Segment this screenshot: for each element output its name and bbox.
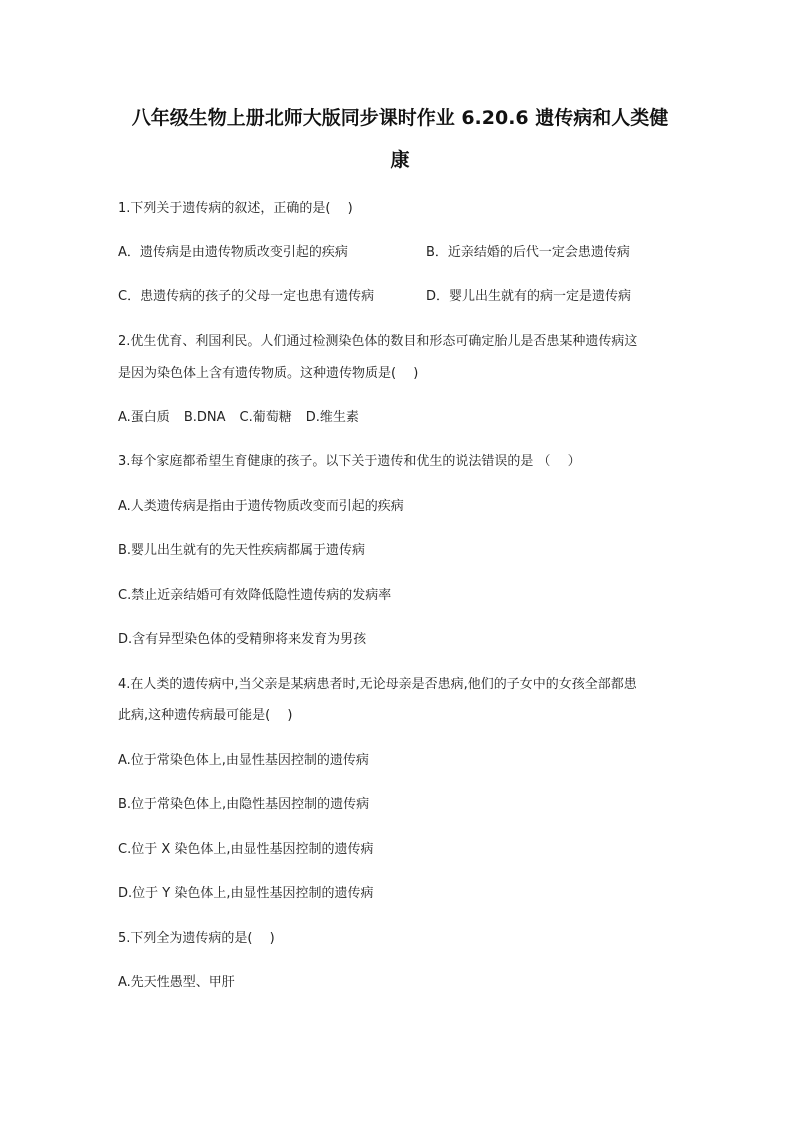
question-1-stem: 1.下列关于遗传病的叙述，正确的是( ) <box>118 201 353 216</box>
question-2-option-b: B.DNA <box>183 410 226 425</box>
question-3-option-c: C.禁止近亲结婚可有效降低隐性遗传病的发病率 <box>118 588 392 603</box>
question-4-option-a: A.位于常染色体上,由显性基因控制的遗传病 <box>118 753 369 768</box>
question-4-option-b: B.位于常染色体上,由隐性基因控制的遗传病 <box>118 797 370 812</box>
question-3-option-b: B.婴儿出生就有的先天性疾病都属于遗传病 <box>118 543 366 558</box>
question-1-option-a: A．遗传病是由遗传物质改变引起的疾病 <box>118 245 348 260</box>
document-title-line-1: 八年级生物上册北师大版同步课时作业 6.20.6 遗传病和人类健 <box>131 107 669 129</box>
question-2-option-d: D.维生素 <box>305 410 359 425</box>
question-2-stem-line-2: 是因为染色体上含有遗传物质。这种遗传物质是( ) <box>118 366 419 381</box>
question-5-stem: 5.下列全为遗传病的是( ) <box>118 931 275 946</box>
question-3-stem: 3.每个家庭都希望生育健康的孩子。以下关于遗传和优生的说法错误的是 （ ） <box>118 454 581 469</box>
question-1-option-c: C．患遗传病的孩子的父母一定也患有遗传病 <box>118 289 375 304</box>
question-5-option-a: A.先天性愚型、甲肝 <box>118 975 235 990</box>
question-3-option-a: A.人类遗传病是指由于遗传物质改变而引起的疾病 <box>118 499 404 514</box>
question-4-option-d: D.位于 Y 染色体上,由显性基因控制的遗传病 <box>118 886 374 901</box>
question-4-stem-line-2: 此病,这种遗传病最可能是( ) <box>118 708 293 723</box>
question-4-stem-line-1: 4.在人类的遗传病中,当父亲是某病患者时,无论母亲是否患病,他们的子女中的女孩全部都患 <box>118 677 637 692</box>
question-1-option-d: D．婴儿出生就有的病一定是遗传病 <box>426 289 632 304</box>
question-1-option-b: B．近亲结婚的后代一定会患遗传病 <box>426 245 630 260</box>
question-3-option-d: D.含有异型染色体的受精卵将来发育为男孩 <box>118 632 367 647</box>
question-4-option-c: C.位于 X 染色体上,由显性基因控制的遗传病 <box>118 842 374 857</box>
document-title-line-2: 康 <box>390 149 410 171</box>
question-2-option-a: A.蛋白质 <box>118 410 170 425</box>
question-2-options <box>118 410 359 426</box>
question-2-option-c: C.葡萄糖 <box>239 410 292 425</box>
question-2-stem-line-1: 2.优生优育、利国利民。人们通过检测染色体的数目和形态可确定胎儿是否患某种遗传病这 <box>118 334 638 349</box>
